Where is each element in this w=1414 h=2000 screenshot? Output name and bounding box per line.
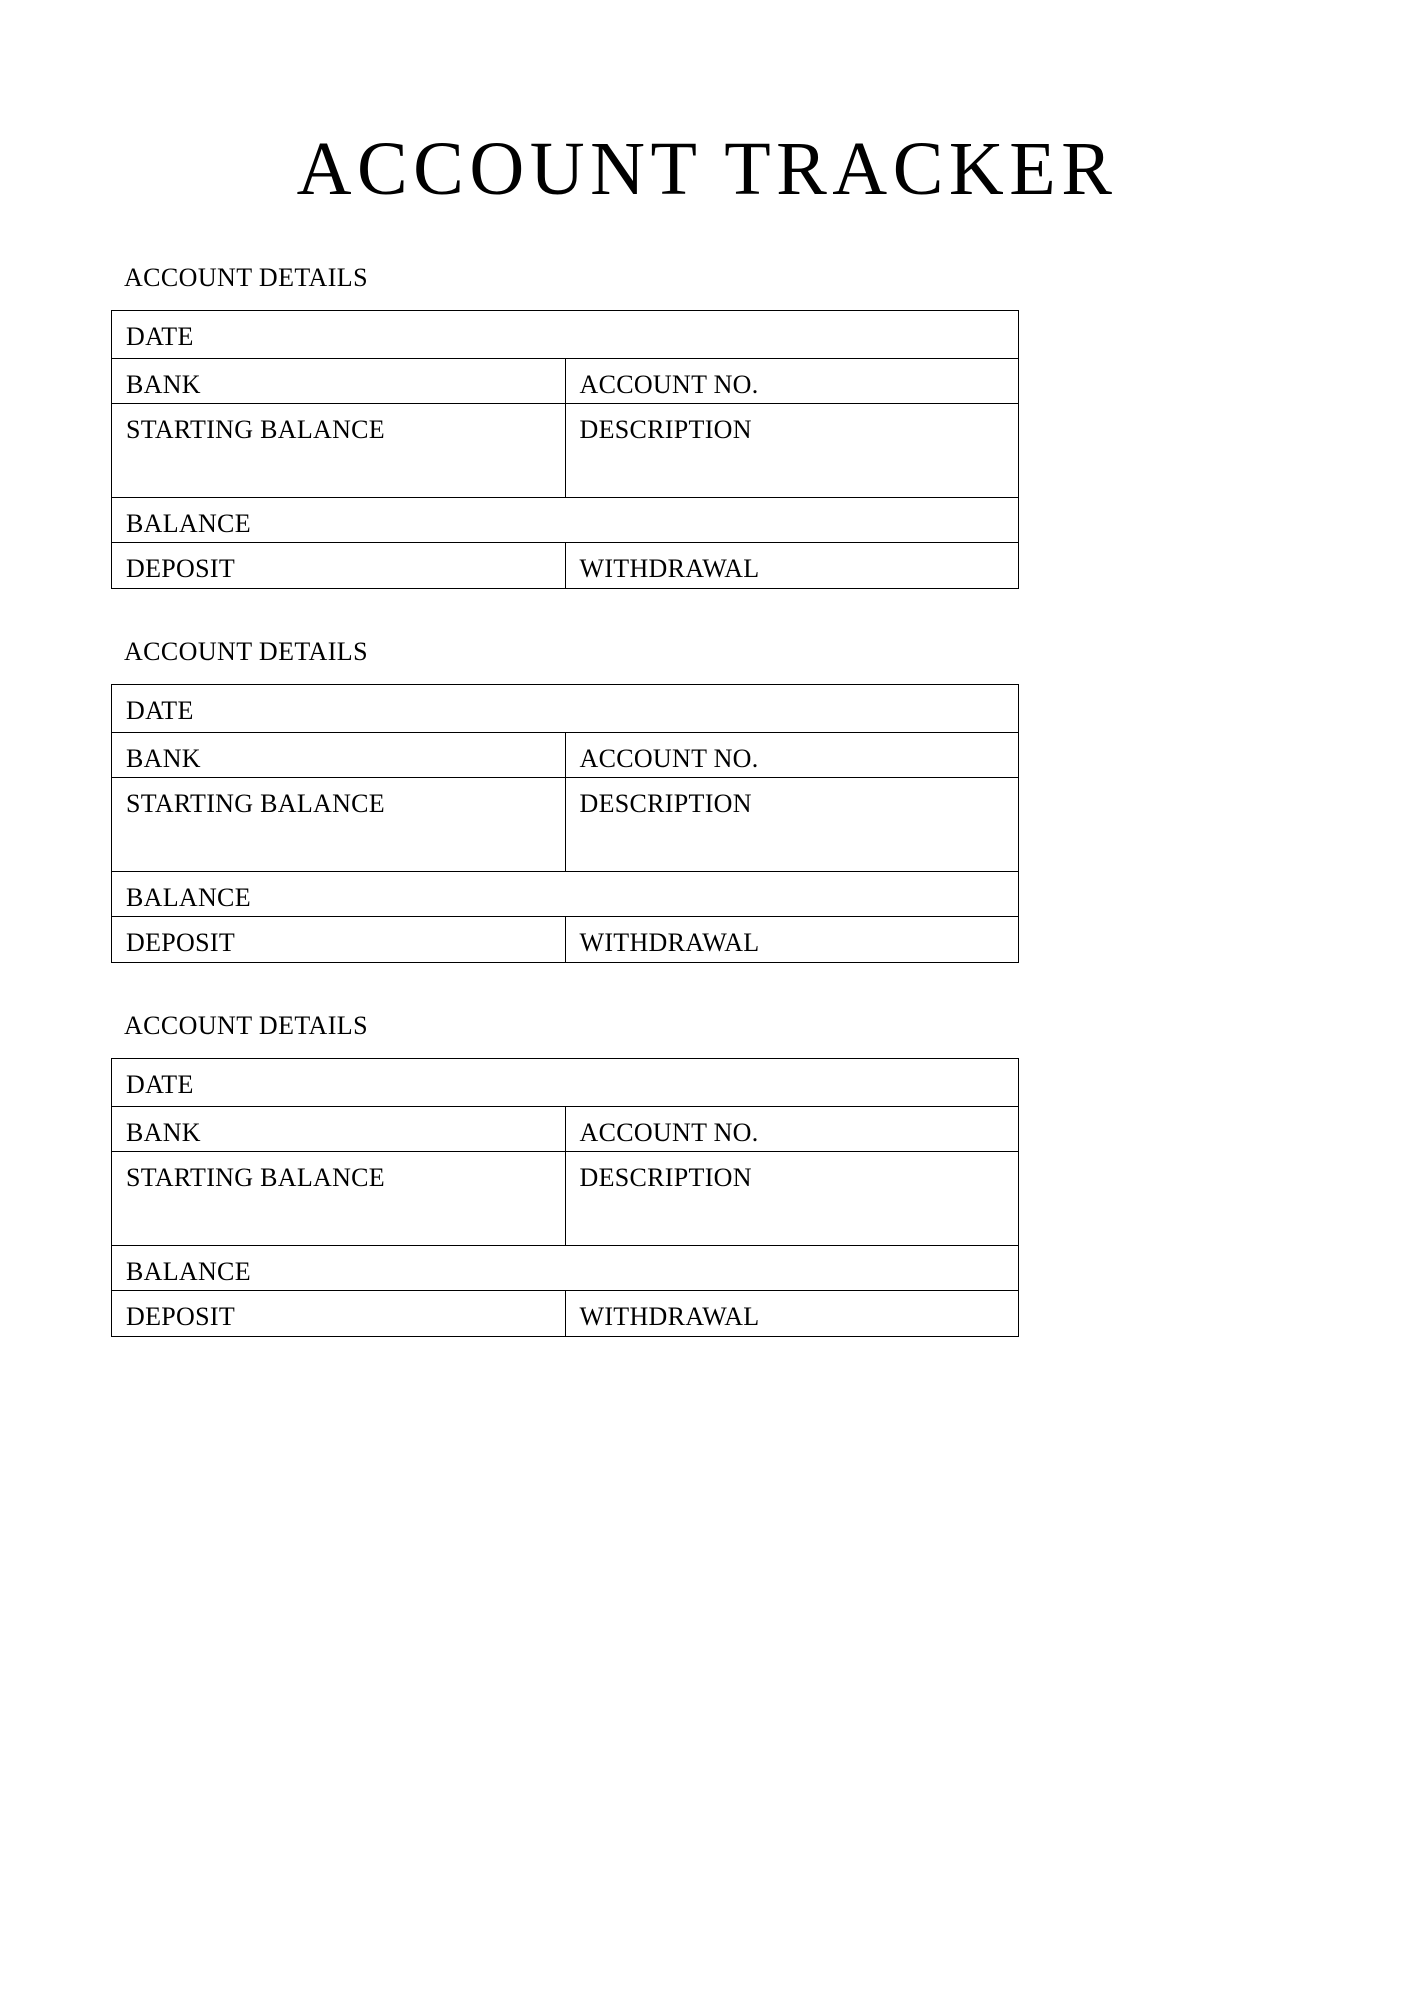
- label-balance: BALANCE: [126, 883, 251, 912]
- cell-balance-2[interactable]: [112, 872, 1019, 917]
- label-date: DATE: [126, 696, 194, 725]
- cell-deposit-3[interactable]: [112, 1291, 566, 1337]
- label-withdrawal: WITHDRAWAL: [579, 1302, 760, 1331]
- label-withdrawal: WITHDRAWAL: [579, 928, 760, 957]
- label-starting-balance: STARTING BALANCE: [126, 415, 385, 444]
- table-row: [112, 1059, 1019, 1107]
- account-details-table-2: [111, 684, 1019, 963]
- table-row: [112, 778, 1019, 872]
- table-row: [112, 872, 1019, 917]
- section-heading-1: ACCOUNT DETAILS: [124, 263, 368, 292]
- section-heading-2: ACCOUNT DETAILS: [124, 637, 368, 666]
- cell-account-no-1[interactable]: [565, 359, 1019, 404]
- cell-deposit-2[interactable]: [112, 917, 566, 963]
- table-row: [112, 1246, 1019, 1291]
- table-row: [112, 311, 1019, 359]
- cell-balance-1[interactable]: [112, 498, 1019, 543]
- table-row: [112, 543, 1019, 589]
- cell-starting-balance-3[interactable]: [112, 1152, 566, 1246]
- label-description: DESCRIPTION: [579, 789, 752, 818]
- label-starting-balance: STARTING BALANCE: [126, 789, 385, 818]
- label-deposit: DEPOSIT: [126, 1302, 235, 1331]
- cell-starting-balance-2[interactable]: [112, 778, 566, 872]
- cell-deposit-1[interactable]: [112, 543, 566, 589]
- cell-withdrawal-2[interactable]: [565, 917, 1019, 963]
- table-row: [112, 359, 1019, 404]
- cell-balance-3[interactable]: [112, 1246, 1019, 1291]
- label-withdrawal: WITHDRAWAL: [579, 554, 760, 583]
- label-balance: BALANCE: [126, 509, 251, 538]
- cell-date-3[interactable]: [112, 1059, 1019, 1107]
- table-row: [112, 1107, 1019, 1152]
- table-row: [112, 685, 1019, 733]
- account-section-1: [111, 263, 1019, 589]
- cell-bank-2[interactable]: [112, 733, 566, 778]
- cell-withdrawal-1[interactable]: [565, 543, 1019, 589]
- cell-bank-1[interactable]: [112, 359, 566, 404]
- cell-description-3[interactable]: [565, 1152, 1019, 1246]
- label-account-no: ACCOUNT NO.: [579, 744, 759, 773]
- cell-date-1[interactable]: [112, 311, 1019, 359]
- cell-description-2[interactable]: [565, 778, 1019, 872]
- label-account-no: ACCOUNT NO.: [579, 370, 759, 399]
- label-description: DESCRIPTION: [579, 415, 752, 444]
- label-deposit: DEPOSIT: [126, 928, 235, 957]
- page-title: ACCOUNT TRACKER: [296, 126, 1118, 211]
- account-details-table-3: [111, 1058, 1019, 1337]
- cell-withdrawal-3[interactable]: [565, 1291, 1019, 1337]
- table-row: [112, 917, 1019, 963]
- label-date: DATE: [126, 1070, 194, 1099]
- table-row: [112, 1152, 1019, 1246]
- cell-date-2[interactable]: [112, 685, 1019, 733]
- label-bank: BANK: [126, 744, 201, 773]
- cell-starting-balance-1[interactable]: [112, 404, 566, 498]
- label-account-no: ACCOUNT NO.: [579, 1118, 759, 1147]
- table-row: [112, 404, 1019, 498]
- cell-account-no-2[interactable]: [565, 733, 1019, 778]
- label-bank: BANK: [126, 370, 201, 399]
- label-balance: BALANCE: [126, 1257, 251, 1286]
- label-starting-balance: STARTING BALANCE: [126, 1163, 385, 1192]
- account-details-table-1: [111, 310, 1019, 589]
- account-section-3: [111, 1011, 1019, 1337]
- label-description: DESCRIPTION: [579, 1163, 752, 1192]
- account-section-2: [111, 637, 1019, 963]
- label-deposit: DEPOSIT: [126, 554, 235, 583]
- cell-account-no-3[interactable]: [565, 1107, 1019, 1152]
- section-heading-3: ACCOUNT DETAILS: [124, 1011, 368, 1040]
- table-row: [112, 733, 1019, 778]
- label-bank: BANK: [126, 1118, 201, 1147]
- table-row: [112, 1291, 1019, 1337]
- cell-bank-3[interactable]: [112, 1107, 566, 1152]
- label-date: DATE: [126, 322, 194, 351]
- cell-description-1[interactable]: [565, 404, 1019, 498]
- table-row: [112, 498, 1019, 543]
